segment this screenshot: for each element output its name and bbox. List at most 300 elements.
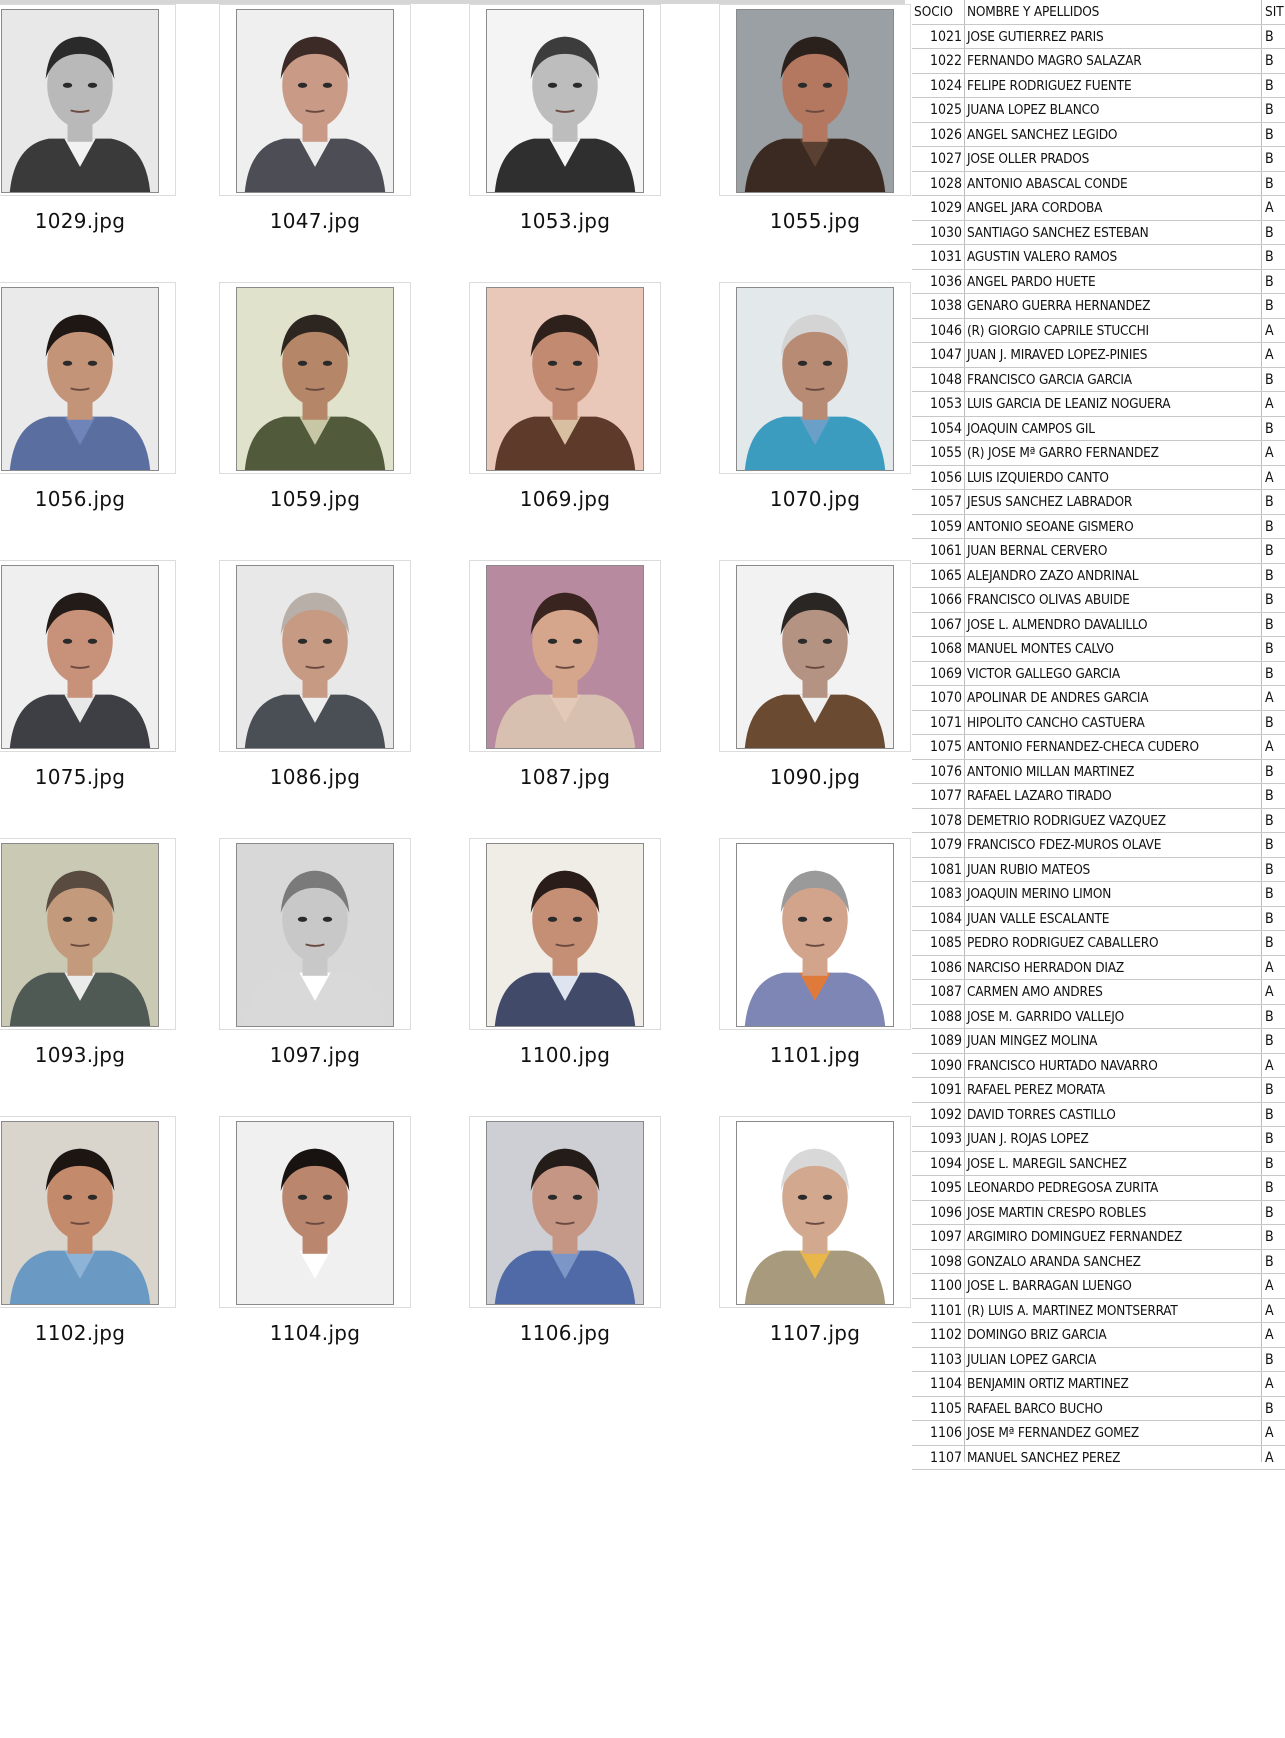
table-row[interactable] (912, 760, 1285, 785)
table-row[interactable] (912, 245, 1285, 270)
thumbnail[interactable] (719, 4, 911, 196)
cell-nombre: ANTONIO ABASCAL CONDE (967, 175, 1128, 192)
cell-socio: 1104 (929, 1376, 962, 1392)
portrait-photo (1, 1121, 159, 1305)
table-row[interactable] (912, 907, 1285, 932)
portrait-photo (736, 843, 894, 1027)
thumbnail-filename[interactable]: 1106.jpg (519, 1321, 611, 1345)
thumbnail-filename[interactable]: 1075.jpg (34, 765, 126, 789)
table-row[interactable] (912, 1103, 1285, 1128)
table-row[interactable] (912, 1446, 1285, 1471)
cell-sit: B (1265, 837, 1274, 853)
cell-socio: 1107 (929, 1449, 962, 1466)
table-row[interactable] (912, 319, 1285, 344)
cell-nombre: JOSE M. GARRIDO VALLEJO (967, 1008, 1124, 1025)
table-row[interactable] (912, 221, 1285, 246)
cell-nombre: PEDRO RODRIGUEZ CABALLERO (967, 935, 1159, 951)
portrait-photo (486, 287, 644, 471)
cell-nombre: RAFAEL LAZARO TIRADO (967, 788, 1112, 804)
cell-sit: A (1265, 347, 1274, 363)
cell-nombre: LEONARDO PEDREGOSA ZURITA (967, 1180, 1159, 1196)
portrait-photo (1, 9, 159, 193)
cell-nombre: MANUEL MONTES CALVO (967, 641, 1114, 657)
cell-nombre: ANTONIO MILLAN MARTINEZ (967, 763, 1135, 780)
cell-socio: 1095 (929, 1180, 962, 1196)
cell-nombre: JOAQUIN CAMPOS GIL (967, 420, 1095, 437)
thumbnail[interactable] (719, 560, 911, 752)
table-row[interactable] (912, 466, 1285, 491)
cell-nombre: GENARO GUERRA HERNANDEZ (967, 298, 1151, 314)
table-row[interactable] (912, 1274, 1285, 1299)
thumbnail-filename[interactable]: 1102.jpg (34, 1321, 126, 1345)
table-row[interactable] (912, 1372, 1285, 1397)
cell-sit: A (1265, 396, 1274, 412)
table-row[interactable] (912, 1250, 1285, 1275)
table-row[interactable] (912, 172, 1285, 197)
cell-sit: A (1265, 469, 1274, 486)
cell-nombre: JUAN VALLE ESCALANTE (967, 910, 1110, 927)
cell-nombre: JOSE Mª FERNANDEZ GOMEZ (967, 1425, 1140, 1441)
cell-socio: 1103 (929, 1351, 962, 1368)
portrait-photo (236, 9, 394, 193)
table-row[interactable] (912, 1005, 1285, 1030)
cell-socio: 1101 (929, 1302, 962, 1319)
table-row[interactable] (912, 343, 1285, 368)
table-row[interactable] (912, 613, 1285, 638)
thumbnail[interactable] (469, 560, 661, 752)
cell-socio: 1093 (929, 1131, 962, 1147)
thumbnail[interactable] (0, 1116, 176, 1308)
cell-socio: 1071 (929, 714, 962, 731)
list-header-row (912, 0, 1285, 25)
cell-sit: B (1265, 935, 1274, 951)
cell-socio: 1083 (929, 886, 962, 902)
cell-sit: A (1265, 445, 1274, 461)
cell-socio: 1055 (929, 445, 962, 461)
portrait-photo (486, 1121, 644, 1305)
cell-sit: B (1265, 1131, 1274, 1147)
cell-socio: 1024 (929, 77, 962, 94)
cell-sit: B (1265, 665, 1274, 682)
cell-sit: B (1265, 714, 1274, 731)
thumbnail-filename[interactable]: 1090.jpg (769, 765, 861, 789)
cell-socio: 1061 (929, 543, 962, 559)
cell-nombre: JOSE MARTIN CRESPO ROBLES (967, 1204, 1147, 1221)
cell-socio: 1091 (929, 1082, 962, 1098)
portrait-photo (736, 565, 894, 749)
cell-nombre: HIPOLITO CANCHO CASTUERA (967, 714, 1145, 731)
cell-socio: 1100 (929, 1278, 962, 1294)
table-row[interactable] (912, 392, 1285, 417)
cell-nombre: FRANCISCO GARCIA GARCIA (967, 371, 1132, 388)
cell-sit: A (1265, 984, 1274, 1000)
cell-sit: A (1265, 1376, 1274, 1392)
cell-socio: 1089 (929, 1033, 962, 1049)
table-row[interactable] (912, 711, 1285, 736)
cell-nombre: JUAN J. MIRAVED LOPEZ-PINIES (967, 347, 1148, 363)
table-row[interactable] (912, 1078, 1285, 1103)
portrait-photo (736, 9, 894, 193)
table-row[interactable] (912, 1176, 1285, 1201)
cell-nombre: JUAN MINGEZ MOLINA (967, 1033, 1098, 1049)
thumbnail[interactable] (469, 4, 661, 196)
cell-sit: A (1265, 739, 1274, 755)
cell-sit: B (1265, 1204, 1274, 1221)
cell-socio: 1056 (929, 469, 962, 486)
cell-nombre: JUAN RUBIO MATEOS (967, 861, 1091, 878)
table-row[interactable] (912, 515, 1285, 540)
cell-sit: B (1265, 567, 1274, 584)
thumbnail-filename[interactable]: 1059.jpg (269, 487, 361, 511)
cell-nombre: NARCISO HERRADON DIAZ (967, 959, 1124, 976)
cell-socio: 1031 (929, 249, 962, 265)
cell-nombre: RAFAEL BARCO BUCHO (967, 1400, 1103, 1417)
portrait-photo (236, 287, 394, 471)
cell-nombre: ANGEL SANCHEZ LEGIDO (967, 126, 1118, 143)
cell-sit: B (1265, 494, 1274, 510)
cell-sit: B (1265, 886, 1274, 902)
cell-sit: B (1265, 1082, 1274, 1098)
portrait-photo (486, 565, 644, 749)
cell-sit: B (1265, 126, 1274, 143)
thumbnail[interactable] (469, 1116, 661, 1308)
member-list (912, 0, 1285, 1470)
cell-socio: 1078 (929, 812, 962, 829)
cell-nombre: JOSE L. BARRAGAN LUENGO (967, 1278, 1132, 1294)
cell-socio: 1092 (929, 1106, 962, 1123)
cell-sit: B (1265, 102, 1274, 118)
table-row[interactable] (912, 833, 1285, 858)
cell-nombre: ANGEL JARA CORDOBA (967, 200, 1103, 216)
cell-socio: 1105 (929, 1400, 962, 1417)
list-rows (912, 25, 1285, 1471)
cell-sit: B (1265, 641, 1274, 657)
thumbnail[interactable] (219, 1116, 411, 1308)
table-row[interactable] (912, 564, 1285, 589)
cell-nombre: JOAQUIN MERINO LIMON (967, 886, 1112, 902)
cell-socio: 1084 (929, 910, 962, 927)
cell-socio: 1076 (929, 763, 962, 780)
table-row[interactable] (912, 637, 1285, 662)
cell-nombre: ANTONIO SEOANE GISMERO (967, 518, 1134, 535)
cell-sit: B (1265, 518, 1274, 535)
cell-socio: 1067 (929, 616, 962, 633)
table-row[interactable] (912, 490, 1285, 515)
table-row[interactable] (912, 1029, 1285, 1054)
cell-sit: A (1265, 690, 1274, 706)
cell-nombre: DAVID TORRES CASTILLO (967, 1106, 1116, 1123)
cell-sit: B (1265, 788, 1274, 804)
thumbnail-filename[interactable]: 1053.jpg (519, 209, 611, 233)
cell-nombre: MANUEL SANCHEZ PEREZ (967, 1449, 1121, 1466)
cell-sit: B (1265, 1033, 1274, 1049)
cell-sit: B (1265, 224, 1274, 241)
cell-socio: 1079 (929, 837, 962, 853)
cell-socio: 1047 (929, 347, 962, 363)
cell-nombre: DEMETRIO RODRIGUEZ VAZQUEZ (967, 812, 1166, 829)
thumbnail-filename[interactable]: 1047.jpg (269, 209, 361, 233)
cell-socio: 1046 (929, 322, 962, 339)
cell-sit: B (1265, 77, 1274, 94)
table-row[interactable] (912, 1299, 1285, 1324)
cell-nombre: JULIAN LOPEZ GARCIA (967, 1351, 1097, 1368)
cell-socio: 1090 (929, 1057, 962, 1074)
table-row[interactable] (912, 1397, 1285, 1422)
table-row[interactable] (912, 956, 1285, 981)
thumbnail[interactable] (219, 560, 411, 752)
cell-sit: B (1265, 420, 1274, 437)
cell-socio: 1053 (929, 396, 962, 412)
thumbnail-filename[interactable]: 1093.jpg (34, 1043, 126, 1067)
cell-nombre: LUIS IZQUIERDO CANTO (967, 469, 1109, 486)
table-row[interactable] (912, 147, 1285, 172)
cell-nombre: SANTIAGO SANCHEZ ESTEBAN (967, 224, 1149, 241)
cell-socio: 1102 (929, 1327, 962, 1343)
cell-sit: B (1265, 28, 1274, 45)
cell-nombre: (R) LUIS A. MARTINEZ MONTSERRAT (967, 1302, 1178, 1319)
cell-sit: B (1265, 273, 1274, 290)
table-row[interactable] (912, 417, 1285, 442)
cell-socio: 1030 (929, 224, 962, 241)
table-row[interactable] (912, 539, 1285, 564)
thumbnail-filename[interactable]: 1101.jpg (769, 1043, 861, 1067)
cell-socio: 1085 (929, 935, 962, 951)
cell-nombre: ARGIMIRO DOMINGUEZ FERNANDEZ (967, 1229, 1183, 1245)
portrait-photo (236, 1121, 394, 1305)
cell-sit: B (1265, 910, 1274, 927)
header-socio[interactable]: SOCIO (914, 4, 953, 20)
thumbnail[interactable] (219, 838, 411, 1030)
thumbnail-filename[interactable]: 1069.jpg (519, 487, 611, 511)
cell-nombre: JUAN J. ROJAS LOPEZ (967, 1131, 1089, 1147)
cell-sit: B (1265, 1351, 1274, 1368)
thumbnail-filename[interactable]: 1107.jpg (769, 1321, 861, 1345)
cell-socio: 1036 (929, 273, 962, 290)
cell-nombre: APOLINAR DE ANDRES GARCIA (967, 690, 1149, 706)
cell-socio: 1022 (929, 53, 962, 69)
cell-socio: 1066 (929, 592, 962, 608)
cell-sit: A (1265, 1449, 1274, 1466)
cell-socio: 1069 (929, 665, 962, 682)
table-row[interactable] (912, 1323, 1285, 1348)
table-row[interactable] (912, 686, 1285, 711)
thumbnail-filename[interactable]: 1055.jpg (769, 209, 861, 233)
cell-sit: A (1265, 959, 1274, 976)
table-row[interactable] (912, 1348, 1285, 1373)
table-row[interactable] (912, 196, 1285, 221)
cell-nombre: JOSE GUTIERREZ PARIS (967, 28, 1104, 45)
portrait-photo (236, 565, 394, 749)
cell-sit: A (1265, 1327, 1274, 1343)
table-row[interactable] (912, 441, 1285, 466)
thumbnail[interactable] (219, 282, 411, 474)
cell-nombre: JOSE L. ALMENDRO DAVALILLO (967, 616, 1148, 633)
table-row[interactable] (912, 49, 1285, 74)
cell-nombre: ALEJANDRO ZAZO ANDRINAL (967, 567, 1139, 584)
cell-nombre: BENJAMIN ORTIZ MARTINEZ (967, 1376, 1129, 1392)
thumbnail-filename[interactable]: 1100.jpg (519, 1043, 611, 1067)
cell-sit: B (1265, 151, 1274, 167)
cell-socio: 1025 (929, 102, 962, 118)
cell-socio: 1026 (929, 126, 962, 143)
table-row[interactable] (912, 735, 1285, 760)
cell-sit: B (1265, 861, 1274, 878)
thumbnail[interactable] (0, 838, 176, 1030)
cell-nombre: FRANCISCO OLIVAS ABUIDE (967, 592, 1130, 608)
cell-sit: B (1265, 298, 1274, 314)
cell-socio: 1048 (929, 371, 962, 388)
thumbnail[interactable] (0, 4, 176, 196)
thumbnail[interactable] (219, 4, 411, 196)
portrait-photo (1, 565, 159, 749)
thumbnail-filename[interactable]: 1029.jpg (34, 209, 126, 233)
cell-sit: B (1265, 592, 1274, 608)
cell-socio: 1086 (929, 959, 962, 976)
table-row[interactable] (912, 74, 1285, 99)
cell-sit: B (1265, 543, 1274, 559)
table-row[interactable] (912, 1421, 1285, 1446)
cell-socio: 1088 (929, 1008, 962, 1025)
header-nombre[interactable]: NOMBRE Y APELLIDOS (967, 4, 1100, 20)
table-row[interactable] (912, 931, 1285, 956)
cell-sit: B (1265, 371, 1274, 388)
cell-nombre: GONZALO ARANDA SANCHEZ (967, 1253, 1141, 1270)
cell-sit: B (1265, 1400, 1274, 1417)
table-row[interactable] (912, 662, 1285, 687)
cell-socio: 1038 (929, 298, 962, 314)
cell-sit: B (1265, 1180, 1274, 1196)
cell-sit: A (1265, 1057, 1274, 1074)
thumbnail-filename[interactable]: 1097.jpg (269, 1043, 361, 1067)
table-row[interactable] (912, 1201, 1285, 1226)
cell-socio: 1029 (929, 200, 962, 216)
table-row[interactable] (912, 294, 1285, 319)
portrait-photo (486, 843, 644, 1027)
table-row[interactable] (912, 1127, 1285, 1152)
table-row[interactable] (912, 270, 1285, 295)
table-row[interactable] (912, 784, 1285, 809)
cell-sit: B (1265, 175, 1274, 192)
cell-nombre: FRANCISCO FDEZ-MUROS OLAVE (967, 837, 1162, 853)
cell-sit: A (1265, 1302, 1274, 1319)
table-row[interactable] (912, 858, 1285, 883)
cell-sit: B (1265, 1229, 1274, 1245)
cell-nombre: CARMEN AMO ANDRES (967, 984, 1103, 1000)
cell-socio: 1065 (929, 567, 962, 584)
cell-socio: 1081 (929, 861, 962, 878)
cell-nombre: FRANCISCO HURTADO NAVARRO (967, 1057, 1158, 1074)
cell-socio: 1098 (929, 1253, 962, 1270)
cell-nombre: JUAN BERNAL CERVERO (967, 543, 1108, 559)
table-row[interactable] (912, 1225, 1285, 1250)
cell-socio: 1028 (929, 175, 962, 192)
thumbnail[interactable] (0, 282, 176, 474)
thumbnail[interactable] (469, 838, 661, 1030)
cell-nombre: ANTONIO FERNANDEZ-CHECA CUDERO (967, 739, 1199, 755)
table-row[interactable] (912, 123, 1285, 148)
cell-socio: 1021 (929, 28, 962, 45)
cell-sit: A (1265, 1425, 1274, 1441)
cell-nombre: ANGEL PARDO HUETE (967, 273, 1096, 290)
cell-sit: B (1265, 763, 1274, 780)
portrait-photo (486, 9, 644, 193)
thumbnail-filename[interactable]: 1070.jpg (769, 487, 861, 511)
thumbnail-filename[interactable]: 1104.jpg (269, 1321, 361, 1345)
table-row[interactable] (912, 882, 1285, 907)
cell-socio: 1097 (929, 1229, 962, 1245)
cell-sit: B (1265, 616, 1274, 633)
cell-sit: B (1265, 1155, 1274, 1172)
cell-sit: A (1265, 200, 1274, 216)
cell-sit: B (1265, 249, 1274, 265)
thumbnail[interactable] (0, 560, 176, 752)
cell-sit: B (1265, 1253, 1274, 1270)
table-row[interactable] (912, 98, 1285, 123)
cell-nombre: VICTOR GALLEGO GARCIA (967, 665, 1121, 682)
cell-socio: 1070 (929, 690, 962, 706)
cell-socio: 1054 (929, 420, 962, 437)
cell-sit: B (1265, 812, 1274, 829)
cell-nombre: JOSE OLLER PRADOS (967, 151, 1090, 167)
thumbnail[interactable] (719, 838, 911, 1030)
cell-socio: 1087 (929, 984, 962, 1000)
cell-nombre: JUANA LOPEZ BLANCO (967, 102, 1100, 118)
cell-socio: 1075 (929, 739, 962, 755)
cell-socio: 1096 (929, 1204, 962, 1221)
thumbnail-filename[interactable]: 1087.jpg (519, 765, 611, 789)
cell-sit: B (1265, 1106, 1274, 1123)
thumbnail-filename[interactable]: 1056.jpg (34, 487, 126, 511)
table-row[interactable] (912, 368, 1285, 393)
portrait-photo (736, 287, 894, 471)
cell-nombre: AGUSTIN VALERO RAMOS (967, 249, 1118, 265)
thumbnail[interactable] (469, 282, 661, 474)
cell-nombre: JESUS SANCHEZ LABRADOR (967, 494, 1133, 510)
cell-socio: 1106 (929, 1425, 962, 1441)
cell-socio: 1094 (929, 1155, 962, 1172)
cell-nombre: (R) JOSE Mª GARRO FERNANDEZ (967, 445, 1159, 461)
header-sit[interactable]: SIT (1265, 4, 1284, 20)
cell-nombre: LUIS GARCIA DE LEANIZ NOGUERA (967, 396, 1171, 412)
portrait-photo (1, 843, 159, 1027)
thumbnail-filename[interactable]: 1086.jpg (269, 765, 361, 789)
cell-socio: 1059 (929, 518, 962, 535)
cell-socio: 1077 (929, 788, 962, 804)
thumbnail[interactable] (719, 1116, 911, 1308)
thumbnail[interactable] (719, 282, 911, 474)
cell-nombre: FERNANDO MAGRO SALAZAR (967, 53, 1142, 69)
portrait-photo (236, 843, 394, 1027)
table-row[interactable] (912, 588, 1285, 613)
cell-sit: B (1265, 1008, 1274, 1025)
cell-socio: 1057 (929, 494, 962, 510)
cell-nombre: FELIPE RODRIGUEZ FUENTE (967, 77, 1132, 94)
table-row[interactable] (912, 980, 1285, 1005)
table-row[interactable] (912, 1152, 1285, 1177)
cell-nombre: (R) GIORGIO CAPRILE STUCCHI (967, 322, 1149, 339)
cell-sit: A (1265, 322, 1274, 339)
cell-socio: 1068 (929, 641, 962, 657)
cell-nombre: RAFAEL PEREZ MORATA (967, 1082, 1105, 1098)
cell-nombre: DOMINGO BRIZ GARCIA (967, 1327, 1107, 1343)
portrait-photo (736, 1121, 894, 1305)
cell-nombre: JOSE L. MAREGIL SANCHEZ (967, 1155, 1127, 1172)
table-row[interactable] (912, 25, 1285, 50)
cell-socio: 1027 (929, 151, 962, 167)
table-row[interactable] (912, 809, 1285, 834)
portrait-photo (1, 287, 159, 471)
table-row[interactable] (912, 1054, 1285, 1079)
